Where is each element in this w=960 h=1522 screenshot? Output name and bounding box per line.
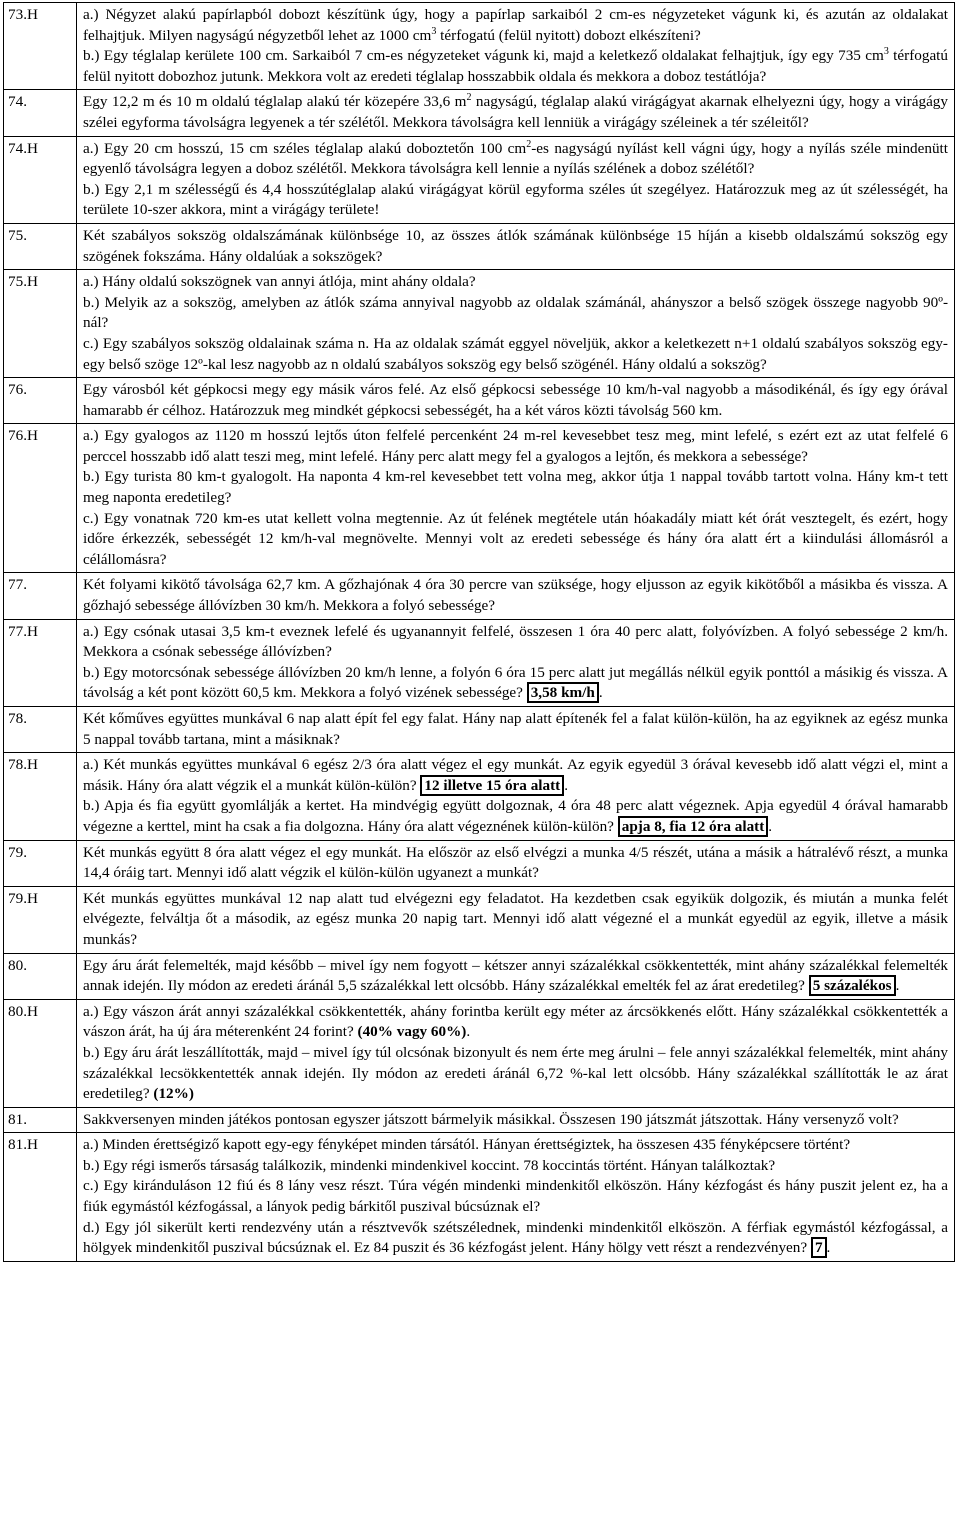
- problem-row: [4, 270, 955, 378]
- superscript-exponent: 2: [466, 92, 472, 104]
- problem-text: [77, 840, 955, 886]
- problem-number: 81.H: [4, 1133, 77, 1262]
- problem-text: [77, 886, 955, 953]
- boxed-answer: 7: [811, 1237, 827, 1258]
- problem-paragraph: [83, 180, 948, 221]
- text-segment: .: [466, 1023, 471, 1041]
- text-segment: .: [598, 684, 603, 702]
- problem-row: [4, 886, 955, 953]
- problem-paragraph: [83, 1135, 948, 1156]
- problem-number: 74.H: [4, 136, 77, 223]
- problem-paragraph: [83, 843, 948, 884]
- problem-paragraph: [83, 709, 948, 750]
- problem-number: 75.H: [4, 270, 77, 378]
- text-segment: c.) Egy vonatnak 720 km-es utat kellett volna megtennie. Az út felének megtétele után hóakadály miatt két órát vesztegelt, és ezért, hogy időre érkezzék, sebességét 12 km/h-val megnövelte. Mennyi volt az eredeti sebessége és hány óra alatt ért a kiindulási állomásról a célállomásra?: [83, 509, 948, 568]
- text-segment: térfogatú felül nyitott dobozhoz jutunk. Mekkora volt az eredeti téglalap hosszabbik oldala és mekkora a doboz testátlója?: [83, 47, 948, 85]
- problem-number: 81.: [4, 1107, 77, 1133]
- text-segment: a.) Négyzet alakú papírlapból dobozt készítünk úgy, hogy a papírlap sarkaiból 2 cm-es négyzeteket vágunk ki, és azután az oldalakat felhajtjuk. Milyen nagyságú négyzetből lehet az 1000 cm: [83, 6, 948, 44]
- boxed-answer: 5 százalékos: [809, 975, 896, 996]
- problem-text: [77, 270, 955, 378]
- text-segment: -es nagyságú nyílást kell vágni úgy, hogy a nyílás széle mindenütt egyenlő távolságra legyen a doboz szélétől. Mekkora távolságra kell lennie a nyílás szélének a doboz szélétől?: [83, 139, 948, 178]
- text-segment: Két kőműves együttes munkával 6 nap alatt épít fel egy falat. Hány nap alatt építenék fel a falat külön-külön, ha az egyiknek az egész munka 5 nappal tovább tartana, mint a másiknak?: [83, 710, 948, 748]
- problem-number: 80.H: [4, 999, 77, 1107]
- problem-paragraph: [83, 796, 948, 837]
- text-segment: b.) Egy motorcsónak sebessége állóvízben 20 km/h lenne, a folyón 6 óra 15 perc alatt jut megállás nélkül egyik ponttól a másikig és vissza. A távolság a két pont között 60,5 km. Mekkora a folyó vizének sebessége?: [83, 663, 948, 702]
- problem-paragraph: [83, 1218, 948, 1259]
- problem-row: [4, 223, 955, 269]
- problem-number: 76.: [4, 378, 77, 424]
- text-segment: .: [895, 977, 900, 995]
- text-segment: Két szabályos sokszög oldalszámának különbsége 10, az összes átlók számának különbsége 15 híján a kisebb oldalszámú sokszög egy szögének fokszáma. Hány oldalúak a sokszögek?: [83, 226, 948, 265]
- problem-row: [4, 707, 955, 753]
- problem-text: [77, 573, 955, 619]
- text-segment: a.) Egy csónak utasai 3,5 km-t eveznek lefelé és ugyanannyit felfelé, összesen 1 óra 40 perc alatt, folyóvízben. A folyó sebessége 2 km/h. Mekkora a csónak sebessége állóvízben?: [83, 622, 948, 661]
- problem-paragraph: [83, 334, 948, 375]
- problem-text: [77, 999, 955, 1107]
- problem-paragraph: [83, 293, 948, 334]
- problem-row: [4, 90, 955, 136]
- text-segment: a.) Hány oldalú sokszögnek van annyi átlója, mint ahány oldala?: [83, 273, 476, 291]
- problem-paragraph: [83, 426, 948, 467]
- superscript-exponent: 3: [431, 25, 437, 37]
- problem-paragraph: [83, 380, 948, 421]
- problem-paragraph: [83, 755, 948, 796]
- text-segment: térfogatú (felül nyitott) dobozt elkészíteni?: [436, 26, 701, 44]
- text-segment: .: [826, 1239, 831, 1257]
- problem-row: [4, 619, 955, 706]
- text-segment: Egy 12,2 m és 10 m oldalú téglalap alakú tér közepére 33,6 m: [83, 93, 467, 111]
- problem-paragraph: [83, 1110, 948, 1131]
- problem-paragraph: [83, 509, 948, 571]
- text-segment: b.) Egy téglalap kerülete 100 cm. Sarkaiból 7 cm-es négyzeteket vágunk ki, majd a keletkező oldalakat felhajtjuk, így egy 735 cm: [83, 47, 884, 65]
- problem-paragraph: [83, 226, 948, 267]
- problem-paragraph: [83, 622, 948, 663]
- problem-text: [77, 424, 955, 573]
- problem-paragraph: [83, 663, 948, 704]
- problem-number: 76.H: [4, 424, 77, 573]
- problem-text: [77, 90, 955, 136]
- problem-paragraph: [83, 575, 948, 616]
- problem-number: 79.H: [4, 886, 77, 953]
- text-segment: c.) Egy szabályos sokszög oldalainak száma n. Ha az oldalak számát eggyel növeljük, akkor a keletkezett n+1 oldalú szabályos sokszög egy-egy belső szöge 12º-kal lesz nagyobb az n oldalú szabályos sokszög egy belső szögénél. Hány oldalú a sokszög?: [83, 334, 948, 373]
- boxed-answer: 3,58 km/h: [527, 682, 599, 703]
- problem-row: [4, 999, 955, 1107]
- text-segment: .: [564, 776, 569, 794]
- problem-paragraph: [83, 1176, 948, 1217]
- text-segment: a.) Minden érettségiző kapott egy-egy fényképet minden társától. Hányan érettségiztek, ha összesen 435 fényképcsere történt?: [83, 1136, 851, 1154]
- problem-paragraph: [83, 46, 948, 87]
- problem-paragraph: [83, 139, 948, 180]
- problem-paragraph: [83, 467, 948, 508]
- problem-number: 78.: [4, 707, 77, 753]
- problem-paragraph: [83, 1002, 948, 1043]
- problem-text: [77, 1133, 955, 1262]
- text-segment: nagyságú, téglalap alakú virágágyat akarnak elhelyezni úgy, hogy a virágágy szélei egyforma távolságra legyenek a tér szélétől. Mekkora távolságra kell lenniük a virágágy széleinek a tér széleitől?: [83, 93, 948, 131]
- problem-row: [4, 1133, 955, 1262]
- text-segment: a.) Két munkás együttes munkával 6 egész 2/3 óra alatt végez el egy munkát. Az egyik egyedül 3 órával kevesebb idő alatt végzi el, mint a másik. Hány óra alatt végzik el a munkát külön-külön?: [83, 756, 948, 794]
- problem-row: [4, 753, 955, 840]
- problem-row: [4, 378, 955, 424]
- boxed-answer: 12 illetve 15 óra alatt: [420, 775, 564, 796]
- problem-text: [77, 1107, 955, 1133]
- text-segment: d.) Egy jól sikerült kerti rendezvény után a résztvevők szétszélednek, mindenki mindenkitől elköszön. A férfiak egymástól kézfogással, a hölgyek mindenkitől puszival búcsúznak el. Ez 84 puszit és 36 kézfogást jelent. Hány hölgy vett részt a rendezvényen?: [83, 1218, 948, 1257]
- text-segment: c.) Egy kiránduláson 12 fiú és 8 lány vesz részt. Túra végén mindenki mindenkitől elköszön. Hány kézfogást és hány puszit jelent ez, ha a fiúk egymástól kézfogással, a lányok pedig bárkitől puszival búcsúznak el?: [83, 1177, 948, 1216]
- superscript-exponent: 3: [883, 46, 889, 58]
- problem-paragraph: [83, 1156, 948, 1177]
- text-segment: b.) Egy turista 80 km-t gyalogolt. Ha naponta 4 km-rel kevesebbet tett volna meg, akkor útja 1 nappal tovább tartott volna. Hány km-t tett meg naponta eredetileg?: [83, 468, 948, 507]
- text-segment: Egy városból két gépkocsi megy egy másik város felé. Az első gépkocsi sebessége 10 km/h-val nagyobb a másodikénál, és így egy órával hamarabb ér célhoz. Határozzuk meg mindkét gépkocsi sebességét, ha a két város közti távolság 560 km.: [83, 381, 948, 419]
- text-segment: Egy áru árát felemelték, majd később – mivel így nem fogyott – kétszer annyi százalékkal csökkentették, mint ahány százalékkal felemelték annak idején. Ily módon az eredeti áránál 5,5 százalékkal lett olcsóbb. Hány százalékkal emelték fel az árat eredetileg?: [83, 956, 948, 995]
- bold-answer: (12%): [153, 1085, 194, 1103]
- text-segment: a.) Egy gyalogos az 1120 m hosszú lejtős úton felfelé percenként 24 m-rel kevesebbet tesz meg, mint lefelé, s ezért ezt az utat felfelé 6 perccel hosszabb idő alatt teszi meg, mint lefelé. Hány perc alatt megy fel a gyalogos a lejtőn, és mekkora a sebessége?: [83, 427, 948, 465]
- boxed-answer: apja 8, fia 12 óra alatt: [618, 816, 769, 837]
- problem-text: [77, 707, 955, 753]
- problem-text: [77, 753, 955, 840]
- text-segment: Két folyami kikötő távolsága 62,7 km. A gőzhajónak 4 óra 30 percre van szüksége, hogy eljusson az egyik kikötőből a másikba és vissza. A gőzhajó sebessége állóvízben 30 km/h. Mekkora a folyó sebessége?: [83, 576, 948, 615]
- text-segment: b.) Melyik az a sokszög, amelyben az átlók száma annyival nagyobb az oldalak számánál, ahányszor a belső szögek összege nagyobb 90º-nál?: [83, 293, 948, 332]
- problem-number: 74.: [4, 90, 77, 136]
- problem-text: [77, 378, 955, 424]
- problem-number: 79.: [4, 840, 77, 886]
- problem-number: 80.: [4, 953, 77, 999]
- problem-paragraph: [83, 956, 948, 997]
- text-segment: Két munkás együtt 8 óra alatt végez el egy munkát. Ha először az első elvégzi a munka 4/5 részét, utána a másik a hátralévő részt, a munka 14,4 óráig tart. Mennyi idő alatt végzik el külön-külön ugyanezt a munkát?: [83, 843, 948, 882]
- problem-row: [4, 136, 955, 223]
- problem-number: 73.H: [4, 3, 77, 90]
- problem-paragraph: [83, 889, 948, 951]
- problem-paragraph: [83, 5, 948, 46]
- text-segment: b.) Egy 2,1 m szélességű és 4,4 hosszútéglalap alakú virágágyat körül egyforma széles út szegélyez. Határozzuk meg az út szélességét, ha területe 10-szer akkora, mint a virágágy területe!: [83, 180, 948, 219]
- problem-text: [77, 953, 955, 999]
- problem-row: [4, 1107, 955, 1133]
- text-segment: b.) Egy áru árát leszállították, majd – mivel így túl olcsónak bizonyult és nem érte meg árulni – fele annyi százalékkal felemelték, mint ahány százalékkal lecsökkentették annak idején. Ily módon az eredeti áránál 6,72 %-kal lett olcsóbb. Hány százalékkal szállították le az árat eredetileg?: [83, 1043, 948, 1103]
- problem-rows: [4, 3, 955, 1262]
- text-segment: a.) Egy 20 cm hosszú, 15 cm széles téglalap alakú doboztetőn 100 cm: [83, 139, 527, 157]
- problem-paragraph: [83, 1043, 948, 1105]
- problem-paragraph: [83, 272, 948, 293]
- problem-table: [3, 2, 955, 1262]
- problem-text: [77, 3, 955, 90]
- text-segment: .: [768, 817, 773, 835]
- problem-row: [4, 953, 955, 999]
- superscript-exponent: 2: [526, 138, 532, 150]
- problem-text: [77, 136, 955, 223]
- text-segment: Két munkás együttes munkával 12 nap alatt tud elvégezni egy feladatot. Ha kezdetben csak egyikük dolgozik, és miután a munka felét elvégezte, felváltja őt a második, az egész munka 20 napig tart. Mennyi idő alatt végezné el a munkát egyedül az egyik, illetve a másik munkás?: [83, 889, 948, 948]
- problem-row: [4, 840, 955, 886]
- problem-number: 75.: [4, 223, 77, 269]
- text-segment: b.) Apja és fia együtt gyomlálják a kertet. Ha mindvégig együtt dolgoznak, 4 óra 48 perc alatt végeznek. Apja egyedül 4 órával hamarabb végezne a kerttel, mint ha csak a fia dolgozna. Hány óra alatt végeznének külön-külön?: [83, 797, 948, 835]
- problem-row: [4, 424, 955, 573]
- problem-text: [77, 223, 955, 269]
- problem-paragraph: [83, 92, 948, 133]
- problem-number: 77.H: [4, 619, 77, 706]
- text-segment: b.) Egy régi ismerős társaság találkozik, mindenki mindenkivel koccint. 78 koccintás történt. Hányan találkoztak?: [83, 1156, 776, 1174]
- bold-answer: (40% vagy 60%): [357, 1023, 467, 1041]
- problem-number: 77.: [4, 573, 77, 619]
- text-segment: Sakkversenyen minden játékos pontosan egyszer játszott bármelyik másikkal. Összesen 190 játszmát játszottak. Hány versenyző volt?: [83, 1110, 899, 1128]
- problem-row: [4, 3, 955, 90]
- text-segment: a.) Egy vászon árát annyi százalékkal csökkentették, ahány forintba került egy méter az árcsökkenés előtt. Hány százalékkal csökkentették a vászon árát, ha új ára méterenként 24 forint?: [83, 1002, 948, 1041]
- problem-text: [77, 619, 955, 706]
- problem-number: 78.H: [4, 753, 77, 840]
- problem-row: [4, 573, 955, 619]
